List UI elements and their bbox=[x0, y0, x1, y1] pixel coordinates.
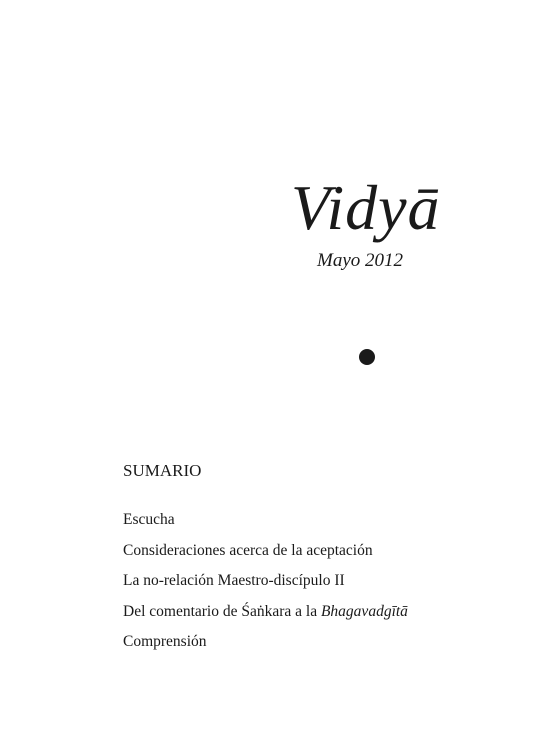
toc-item-text: La no-relación Maestro-discípulo II bbox=[123, 572, 345, 589]
toc-item-aceptacion bbox=[123, 536, 408, 567]
sumario-heading: SUMARIO bbox=[123, 461, 202, 480]
toc-item-italic-title: Bhagavadgītā bbox=[320, 602, 408, 620]
toc-item-comprension bbox=[123, 627, 408, 658]
magazine-title: Vidyā bbox=[291, 172, 441, 243]
issue-date: Mayo 2012 bbox=[317, 250, 404, 271]
toc-item-escucha bbox=[123, 505, 408, 536]
toc-item-text: Del comentario de Śaṅkara a la bbox=[123, 602, 321, 620]
toc-item-text: Comprensión bbox=[123, 633, 207, 650]
toc-item-text: Escucha bbox=[123, 511, 175, 528]
toc-item-maestro-discipulo bbox=[123, 566, 408, 597]
toc-item-text: Consideraciones acerca de la aceptación bbox=[123, 541, 373, 559]
toc-item-comentario-sankara bbox=[123, 597, 408, 628]
decorative-dot bbox=[359, 349, 375, 365]
table-of-contents bbox=[123, 505, 408, 658]
